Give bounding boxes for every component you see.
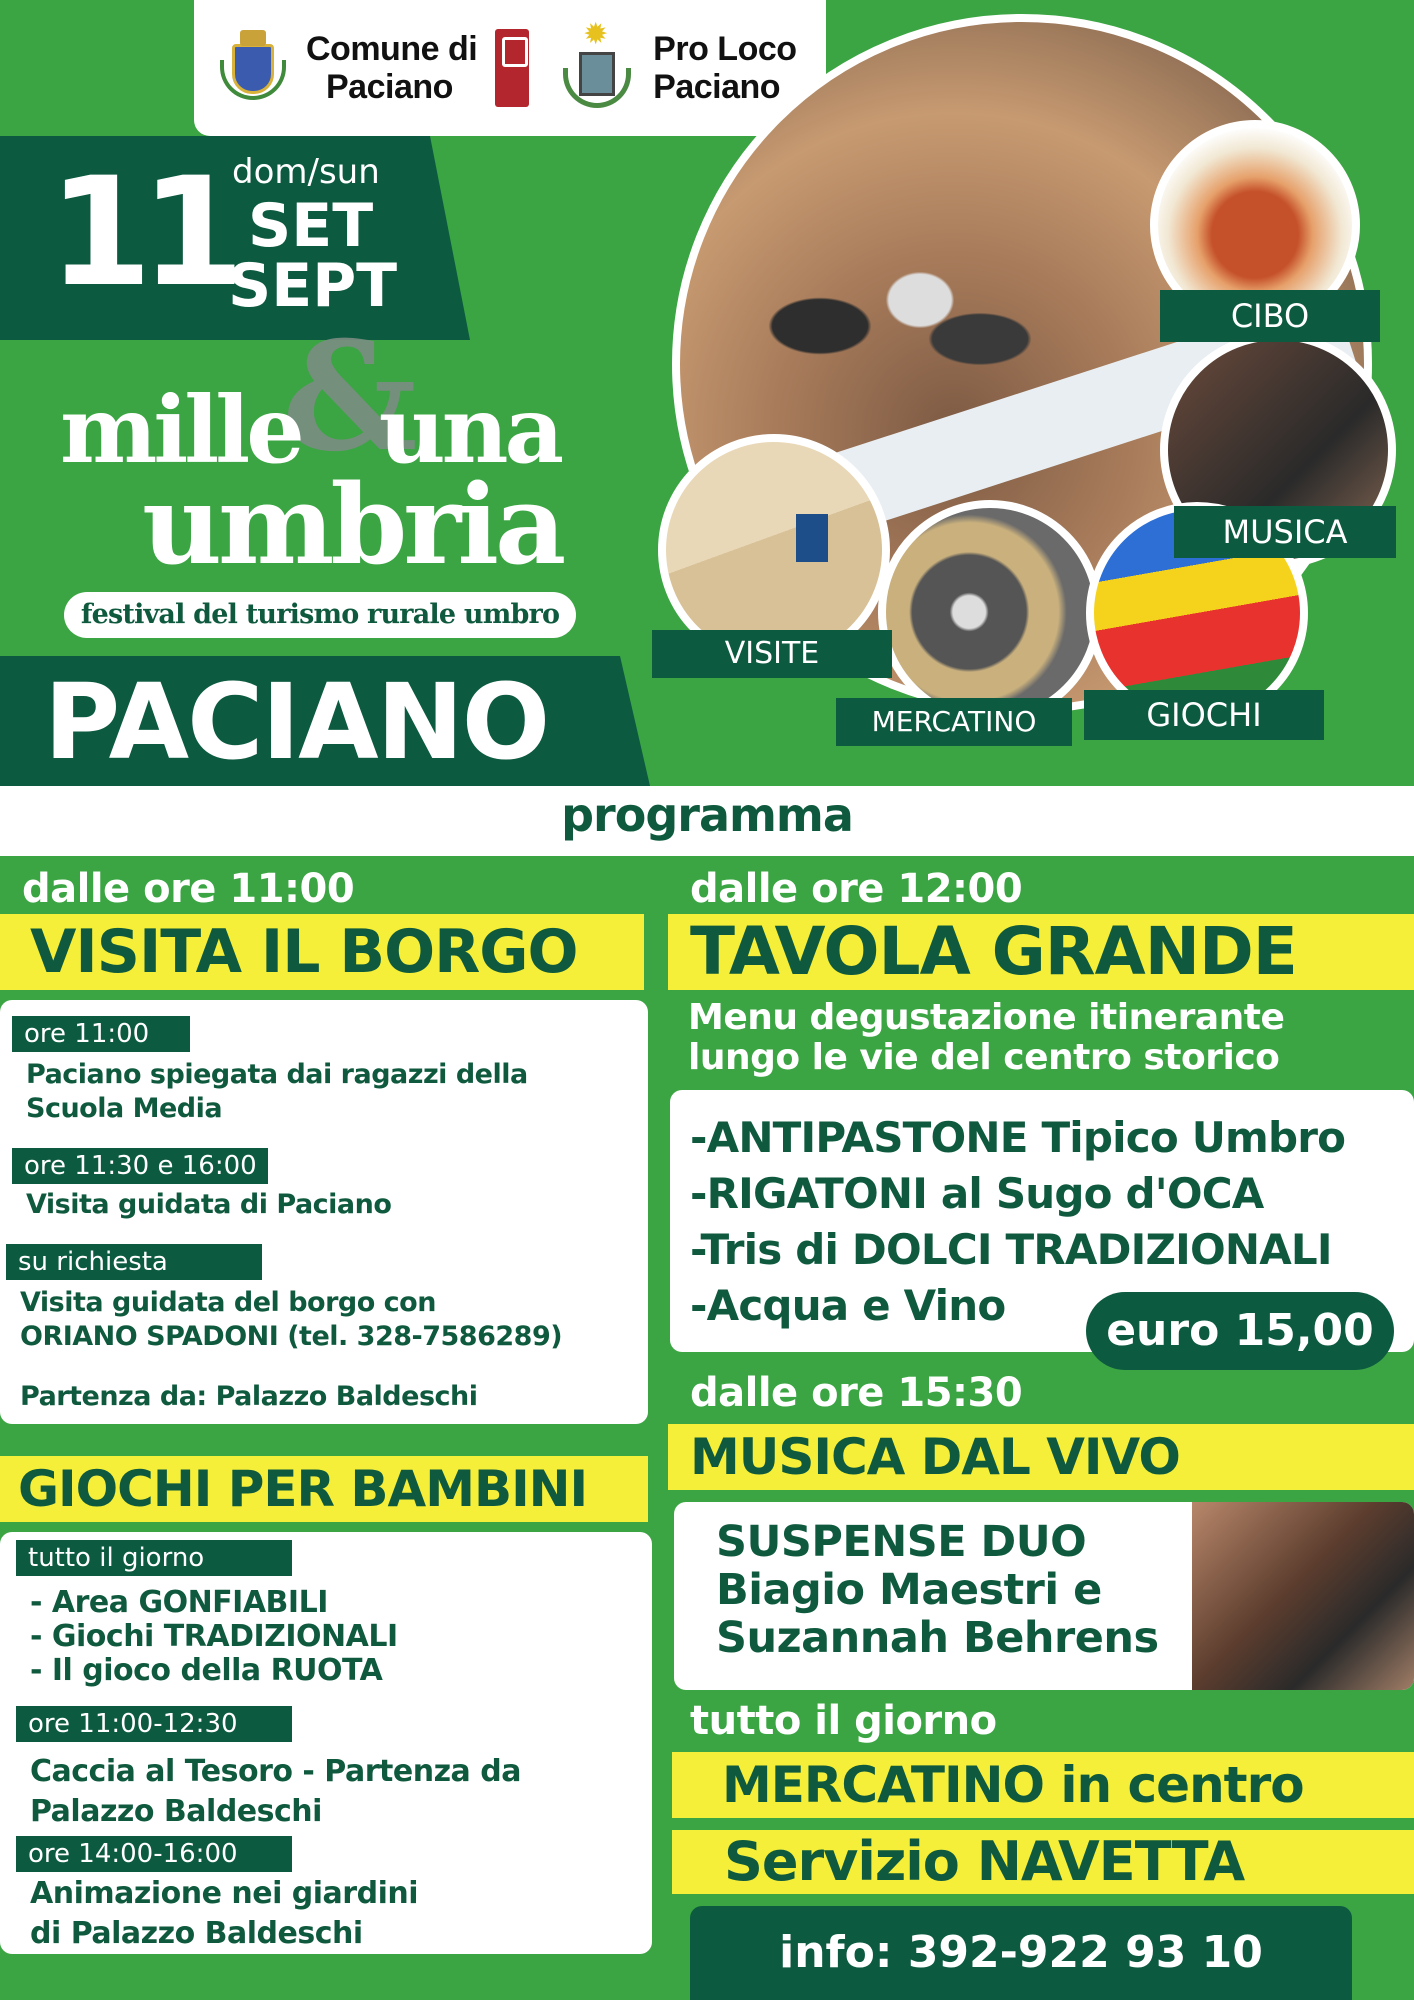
- duo-names: [716, 1518, 1186, 1662]
- proloco-name: [653, 30, 796, 106]
- visit-title: VISITA IL BORGO: [0, 914, 644, 990]
- festival-word-una: una: [378, 376, 561, 484]
- comune-line2: Paciano: [326, 68, 453, 106]
- comune-name: [306, 30, 477, 106]
- event-day: 11: [48, 146, 233, 320]
- schedule-tag: su richiesta: [6, 1244, 262, 1280]
- event-weekday: dom/sun: [232, 152, 380, 192]
- animation-text: [30, 1874, 630, 1954]
- schedule-text: [20, 1286, 640, 1354]
- menu-item: -Tris di DOLCI TRADIZIONALI: [690, 1225, 1332, 1274]
- schedule-tag: ore 14:00-16:00: [16, 1836, 292, 1872]
- music-time-heading: dalle ore 15:30: [690, 1370, 1023, 1416]
- music-title: MUSICA DAL VIVO: [668, 1424, 1414, 1490]
- festival-title-line2: umbria: [142, 460, 563, 589]
- schedule-line: ORIANO SPADONI (tel. 328-7586289): [20, 1321, 563, 1352]
- list-item: - Area GONFIABILI: [30, 1585, 328, 1620]
- schedule-tag: ore 11:30 e 16:00: [12, 1148, 268, 1184]
- menu-description-line: Menu degustazione itinerante: [688, 997, 1285, 1038]
- schedule-line: Scuola Media: [26, 1093, 223, 1124]
- schedule-line: Palazzo Baldeschi: [30, 1794, 322, 1829]
- logos-header: [194, 0, 826, 136]
- label-giochi: GIOCHI: [1084, 690, 1324, 740]
- label-cibo: CIBO: [1160, 290, 1380, 342]
- shuttle-banner: Servizio NAVETTA: [672, 1830, 1414, 1894]
- menu-item: -RIGATONI al Sugo d'OCA: [690, 1169, 1264, 1218]
- menu-description-line: lungo le vie del centro storico: [688, 1037, 1280, 1078]
- duo-name-line: Biagio Maestri e: [716, 1565, 1102, 1615]
- list-item: - Il gioco della RUOTA: [30, 1653, 383, 1688]
- duo-performance-photo: [1192, 1502, 1414, 1690]
- proloco-line2: Paciano: [653, 68, 781, 106]
- schedule-text: Visita guidata di Paciano: [26, 1189, 392, 1220]
- label-mercatino: MERCATINO: [836, 698, 1072, 746]
- info-phone: info: 392-922 93 10: [690, 1906, 1352, 2000]
- allday-heading: tutto il giorno: [690, 1698, 997, 1744]
- table-time-heading: dalle ore 12:00: [690, 866, 1023, 912]
- schedule-tag: ore 11:00-12:30: [16, 1706, 292, 1742]
- borghi-badge-icon: [495, 29, 529, 107]
- table-title: TAVOLA GRANDE: [668, 914, 1414, 990]
- festival-word-mille: mille: [60, 376, 301, 484]
- market-banner: MERCATINO in centro: [672, 1752, 1414, 1818]
- proloco-line1: Pro Loco: [653, 30, 797, 68]
- schedule-line: Animazione nei giardini: [30, 1876, 418, 1911]
- visit-time-heading: dalle ore 11:00: [22, 866, 355, 912]
- schedule-tag: ore 11:00: [12, 1016, 190, 1052]
- schedule-tag: tutto il giorno: [16, 1540, 292, 1576]
- comune-line1: Comune di: [306, 30, 478, 68]
- label-visite: VISITE: [652, 630, 892, 678]
- schedule-line: di Palazzo Baldeschi: [30, 1916, 363, 1951]
- schedule-text: [26, 1058, 626, 1126]
- duo-name-line: SUSPENSE DUO: [716, 1517, 1087, 1567]
- schedule-line: Visita guidata del borgo con: [20, 1287, 436, 1318]
- kids-games-title: GIOCHI PER BAMBINI: [0, 1456, 648, 1522]
- festival-ampersand: &: [282, 309, 418, 485]
- event-month-en: SEPT: [228, 251, 398, 321]
- menu-item: -ANTIPASTONE Tipico Umbro: [690, 1113, 1346, 1162]
- schedule-line: Paciano spiegata dai ragazzi della: [26, 1059, 528, 1090]
- proloco-crest-icon: ✹: [559, 20, 635, 116]
- list-item: - Giochi TRADIZIONALI: [30, 1619, 398, 1654]
- market-jewelry-photo: [878, 500, 1102, 724]
- menu-item: -Acqua e Vino: [690, 1281, 1006, 1330]
- menu-description: [688, 998, 1408, 1078]
- comune-crest-icon: [218, 26, 288, 110]
- price-badge: euro 15,00: [1086, 1292, 1394, 1370]
- departure-text: Partenza da: Palazzo Baldeschi: [20, 1381, 478, 1412]
- treasure-hunt-text: [30, 1752, 630, 1832]
- program-heading: programma: [561, 788, 853, 842]
- duo-name-line: Suzannah Behrens: [716, 1613, 1159, 1663]
- festival-subtitle: festival del turismo rurale umbro: [64, 592, 576, 638]
- town-name: PACIANO: [44, 661, 549, 783]
- kids-activities: [30, 1586, 630, 1688]
- label-musica: MUSICA: [1174, 506, 1396, 558]
- schedule-line: Caccia al Tesoro - Partenza da: [30, 1754, 521, 1789]
- event-month-it: SET: [248, 191, 374, 261]
